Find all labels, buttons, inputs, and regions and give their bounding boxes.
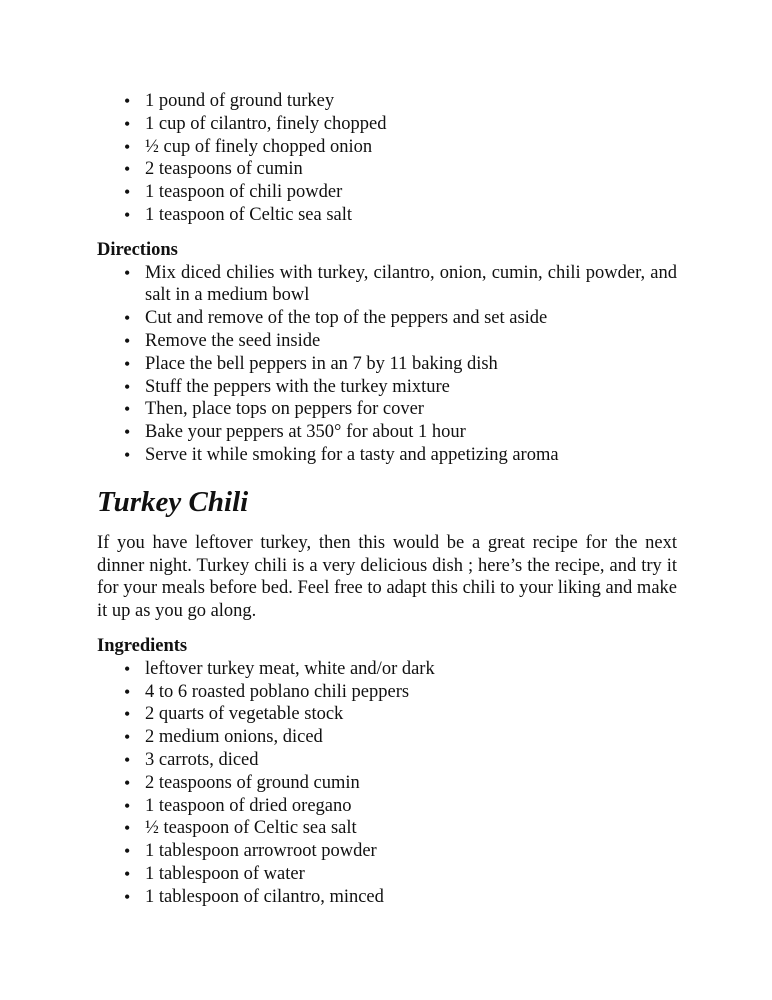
recipe-intro-paragraph: If you have leftover turkey, then this would be a great recipe for the next dinner night. Turkey chili is a very delicious dish ; here’s the recipe, and try it for your meals before bed. Feel free to adapt this chili to your liking and make it up as you go along. <box>97 532 677 622</box>
stuffed-peppers-ingredients-list <box>97 90 677 227</box>
list-item: • leftover turkey meat, white and/or dark <box>97 658 677 681</box>
turkey-chili-ingredients-list <box>97 658 677 909</box>
list-item: • 1 tablespoon of water <box>97 863 677 886</box>
list-item: • 1 teaspoon of Celtic sea salt <box>97 204 677 227</box>
list-item: • Place the bell peppers in an 7 by 11 baking dish <box>97 353 677 376</box>
list-item: • 1 teaspoon of chili powder <box>97 181 677 204</box>
list-item: • 2 teaspoons of ground cumin <box>97 772 677 795</box>
list-item: • Then, place tops on peppers for cover <box>97 398 677 421</box>
list-item: • ½ cup of finely chopped onion <box>97 136 677 159</box>
list-item: • Remove the seed inside <box>97 330 677 353</box>
list-item: • 1 pound of ground turkey <box>97 90 677 113</box>
list-item: • 3 carrots, diced <box>97 749 677 772</box>
document-page <box>97 90 677 909</box>
list-item: • 2 teaspoons of cumin <box>97 158 677 181</box>
list-item: • 1 cup of cilantro, finely chopped <box>97 113 677 136</box>
list-item: • Cut and remove of the top of the peppers and set aside <box>97 307 677 330</box>
list-item: • Stuff the peppers with the turkey mixture <box>97 376 677 399</box>
list-item: • 1 tablespoon arrowroot powder <box>97 840 677 863</box>
list-item: • Mix diced chilies with turkey, cilantro, onion, cumin, chili powder, and salt in a medium bowl <box>97 262 677 308</box>
list-item: • 1 tablespoon of cilantro, minced <box>97 886 677 909</box>
directions-list <box>97 262 677 467</box>
directions-heading: Directions <box>97 239 178 260</box>
list-item: • Serve it while smoking for a tasty and appetizing aroma <box>97 444 677 467</box>
list-item: • 2 quarts of vegetable stock <box>97 703 677 726</box>
recipe-title: Turkey Chili <box>97 485 249 518</box>
list-item: • 4 to 6 roasted poblano chili peppers <box>97 681 677 704</box>
ingredients-heading: Ingredients <box>97 635 188 656</box>
list-item: • 1 teaspoon of dried oregano <box>97 795 677 818</box>
list-item: • ½ teaspoon of Celtic sea salt <box>97 817 677 840</box>
list-item: • Bake your peppers at 350° for about 1 hour <box>97 421 677 444</box>
list-item: • 2 medium onions, diced <box>97 726 677 749</box>
